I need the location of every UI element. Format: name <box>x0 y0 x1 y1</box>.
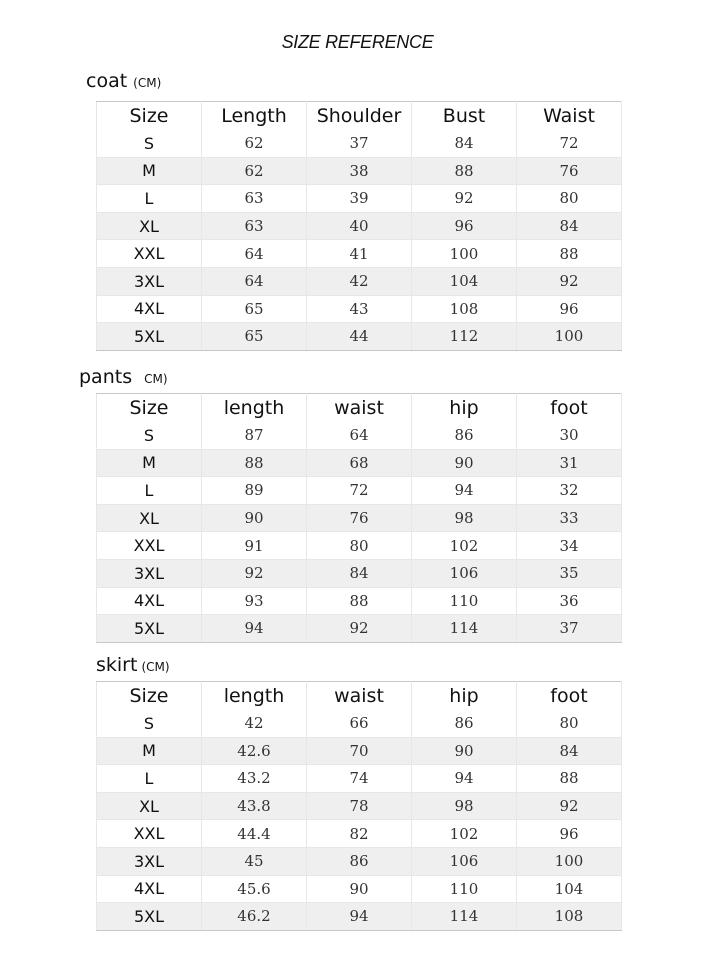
coat-column-header: Bust <box>412 102 517 131</box>
table-row <box>97 615 622 643</box>
measurement-cell: 90 <box>412 737 517 765</box>
measurement-cell: 108 <box>412 295 517 323</box>
measurement-cell: 92 <box>202 559 307 587</box>
measurement-cell: 92 <box>412 185 517 213</box>
coat-size-table <box>96 101 622 351</box>
table-row <box>97 130 622 157</box>
skirt-unit: (CM) <box>141 660 170 674</box>
measurement-cell: 63 <box>202 185 307 213</box>
table-row <box>97 267 622 295</box>
measurement-cell: 94 <box>412 765 517 793</box>
measurement-cell: 64 <box>202 267 307 295</box>
measurement-cell: 44 <box>307 323 412 351</box>
measurement-cell: 90 <box>202 504 307 532</box>
measurement-cell: 34 <box>517 532 622 560</box>
coat-unit: (CM) <box>133 76 162 90</box>
coat-header <box>97 102 622 131</box>
measurement-cell: 63 <box>202 212 307 240</box>
measurement-cell: 88 <box>202 449 307 477</box>
measurement-cell: 30 <box>517 422 622 449</box>
table-row <box>97 765 622 793</box>
measurement-cell: 43.2 <box>202 765 307 793</box>
measurement-cell: 46.2 <box>202 903 307 931</box>
measurement-cell: 84 <box>517 212 622 240</box>
size-cell: 4XL <box>97 875 202 903</box>
measurement-cell: 100 <box>517 847 622 875</box>
size-cell: 3XL <box>97 847 202 875</box>
measurement-cell: 65 <box>202 323 307 351</box>
measurement-cell: 104 <box>517 875 622 903</box>
size-cell: L <box>97 765 202 793</box>
size-cell: S <box>97 710 202 737</box>
page-title: SIZE REFERENCE <box>281 32 434 52</box>
size-cell: 5XL <box>97 903 202 931</box>
measurement-cell: 108 <box>517 903 622 931</box>
measurement-cell: 88 <box>307 587 412 615</box>
measurement-cell: 68 <box>307 449 412 477</box>
size-cell: XL <box>97 504 202 532</box>
skirt-column-header: length <box>202 682 307 711</box>
size-cell: M <box>97 449 202 477</box>
pants-unit: CM) <box>144 372 168 386</box>
size-cell: 4XL <box>97 587 202 615</box>
pants-column-header: Size <box>97 394 202 423</box>
measurement-cell: 92 <box>517 792 622 820</box>
table-row <box>97 532 622 560</box>
coat-column-header: Length <box>202 102 307 131</box>
table-row <box>97 323 622 351</box>
coat-column-header: Shoulder <box>307 102 412 131</box>
measurement-cell: 90 <box>307 875 412 903</box>
size-cell: L <box>97 477 202 505</box>
table-row <box>97 449 622 477</box>
measurement-cell: 89 <box>202 477 307 505</box>
measurement-cell: 36 <box>517 587 622 615</box>
table-row <box>97 737 622 765</box>
size-cell: 5XL <box>97 323 202 351</box>
table-row <box>97 477 622 505</box>
table-row <box>97 422 622 449</box>
size-cell: S <box>97 422 202 449</box>
measurement-cell: 76 <box>307 504 412 532</box>
size-cell: 3XL <box>97 267 202 295</box>
measurement-cell: 91 <box>202 532 307 560</box>
measurement-cell: 41 <box>307 240 412 268</box>
size-cell: S <box>97 130 202 157</box>
measurement-cell: 88 <box>412 157 517 185</box>
measurement-cell: 70 <box>307 737 412 765</box>
size-cell: 3XL <box>97 559 202 587</box>
skirt-column-header: Size <box>97 682 202 711</box>
measurement-cell: 40 <box>307 212 412 240</box>
size-cell: XXL <box>97 240 202 268</box>
skirt-size-table <box>96 681 622 931</box>
pants-header-row <box>97 394 622 423</box>
coat-header-row <box>97 102 622 131</box>
measurement-cell: 65 <box>202 295 307 323</box>
measurement-cell: 88 <box>517 240 622 268</box>
size-cell: XL <box>97 212 202 240</box>
table-row <box>97 504 622 532</box>
table-row <box>97 185 622 213</box>
measurement-cell: 110 <box>412 587 517 615</box>
measurement-cell: 72 <box>307 477 412 505</box>
size-cell: M <box>97 157 202 185</box>
measurement-cell: 94 <box>412 477 517 505</box>
size-cell: XXL <box>97 820 202 848</box>
measurement-cell: 64 <box>307 422 412 449</box>
table-row <box>97 212 622 240</box>
size-cell: XXL <box>97 532 202 560</box>
measurement-cell: 33 <box>517 504 622 532</box>
coat-section-label <box>86 70 161 92</box>
measurement-cell: 84 <box>412 130 517 157</box>
skirt-section-label <box>96 654 170 676</box>
measurement-cell: 94 <box>202 615 307 643</box>
measurement-cell: 114 <box>412 615 517 643</box>
table-row <box>97 559 622 587</box>
measurement-cell: 80 <box>517 185 622 213</box>
measurement-cell: 100 <box>517 323 622 351</box>
measurement-cell: 80 <box>517 710 622 737</box>
table-row <box>97 903 622 931</box>
skirt-column-header: waist <box>307 682 412 711</box>
pants-column-header: length <box>202 394 307 423</box>
pants-column-header: waist <box>307 394 412 423</box>
measurement-cell: 84 <box>517 737 622 765</box>
measurement-cell: 102 <box>412 532 517 560</box>
table-row <box>97 792 622 820</box>
measurement-cell: 86 <box>307 847 412 875</box>
table-row <box>97 710 622 737</box>
measurement-cell: 102 <box>412 820 517 848</box>
measurement-cell: 110 <box>412 875 517 903</box>
measurement-cell: 64 <box>202 240 307 268</box>
measurement-cell: 86 <box>412 710 517 737</box>
measurement-cell: 90 <box>412 449 517 477</box>
measurement-cell: 43 <box>307 295 412 323</box>
skirt-column-header: foot <box>517 682 622 711</box>
coat-label: coat <box>86 70 128 92</box>
measurement-cell: 31 <box>517 449 622 477</box>
measurement-cell: 37 <box>307 130 412 157</box>
size-cell: 4XL <box>97 295 202 323</box>
coat-body <box>97 130 622 350</box>
measurement-cell: 96 <box>517 295 622 323</box>
measurement-cell: 42 <box>307 267 412 295</box>
measurement-cell: 32 <box>517 477 622 505</box>
pants-section-label <box>79 366 168 388</box>
table-row <box>97 295 622 323</box>
measurement-cell: 100 <box>412 240 517 268</box>
measurement-cell: 106 <box>412 847 517 875</box>
table-row <box>97 240 622 268</box>
measurement-cell: 45 <box>202 847 307 875</box>
measurement-cell: 106 <box>412 559 517 587</box>
measurement-cell: 42 <box>202 710 307 737</box>
measurement-cell: 82 <box>307 820 412 848</box>
coat-column-header: Size <box>97 102 202 131</box>
table-row <box>97 847 622 875</box>
skirt-header <box>97 682 622 711</box>
coat-column-header: Waist <box>517 102 622 131</box>
pants-size-table <box>96 393 622 643</box>
size-cell: 5XL <box>97 615 202 643</box>
pants-header <box>97 394 622 423</box>
measurement-cell: 38 <box>307 157 412 185</box>
skirt-column-header: hip <box>412 682 517 711</box>
measurement-cell: 74 <box>307 765 412 793</box>
measurement-cell: 88 <box>517 765 622 793</box>
size-cell: XL <box>97 792 202 820</box>
measurement-cell: 37 <box>517 615 622 643</box>
measurement-cell: 87 <box>202 422 307 449</box>
skirt-header-row <box>97 682 622 711</box>
pants-body <box>97 422 622 642</box>
measurement-cell: 66 <box>307 710 412 737</box>
pants-label: pants <box>79 366 133 388</box>
measurement-cell: 93 <box>202 587 307 615</box>
measurement-cell: 112 <box>412 323 517 351</box>
skirt-label: skirt <box>96 654 138 676</box>
measurement-cell: 45.6 <box>202 875 307 903</box>
table-row <box>97 157 622 185</box>
size-cell: M <box>97 737 202 765</box>
pants-column-header: hip <box>412 394 517 423</box>
measurement-cell: 98 <box>412 792 517 820</box>
measurement-cell: 80 <box>307 532 412 560</box>
measurement-cell: 92 <box>307 615 412 643</box>
measurement-cell: 39 <box>307 185 412 213</box>
table-row <box>97 820 622 848</box>
measurement-cell: 104 <box>412 267 517 295</box>
measurement-cell: 42.6 <box>202 737 307 765</box>
measurement-cell: 92 <box>517 267 622 295</box>
measurement-cell: 72 <box>517 130 622 157</box>
size-cell: L <box>97 185 202 213</box>
measurement-cell: 62 <box>202 130 307 157</box>
skirt-body <box>97 710 622 930</box>
measurement-cell: 94 <box>307 903 412 931</box>
table-row <box>97 875 622 903</box>
table-row <box>97 587 622 615</box>
measurement-cell: 62 <box>202 157 307 185</box>
measurement-cell: 35 <box>517 559 622 587</box>
measurement-cell: 96 <box>517 820 622 848</box>
measurement-cell: 78 <box>307 792 412 820</box>
measurement-cell: 96 <box>412 212 517 240</box>
measurement-cell: 43.8 <box>202 792 307 820</box>
measurement-cell: 114 <box>412 903 517 931</box>
measurement-cell: 76 <box>517 157 622 185</box>
pants-column-header: foot <box>517 394 622 423</box>
measurement-cell: 86 <box>412 422 517 449</box>
measurement-cell: 84 <box>307 559 412 587</box>
measurement-cell: 98 <box>412 504 517 532</box>
measurement-cell: 44.4 <box>202 820 307 848</box>
